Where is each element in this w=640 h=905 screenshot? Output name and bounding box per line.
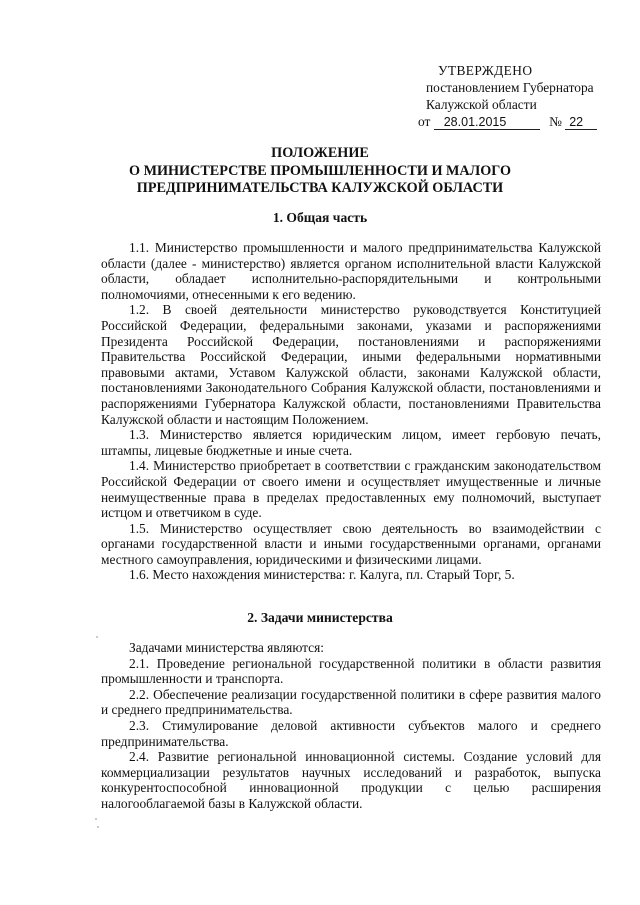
section-1-body: [101, 240, 601, 583]
scan-speck: [97, 826, 99, 828]
scan-speck: [95, 818, 97, 820]
section-2-heading: 2. Задачи министерства: [247, 610, 393, 625]
scan-speck: [96, 636, 98, 638]
approval-date: 28.01.2015: [434, 115, 540, 130]
document-title-line-2: О МИНИСТЕРСТВЕ ПРОМЫШЛЕННОСТИ И МАЛОГО: [129, 162, 511, 179]
document-title-line-1: ПОЛОЖЕНИЕ: [271, 145, 369, 161]
document-title-line-3: ПРЕДПРИНИМАТЕЛЬСТВА КАЛУЖСКОЙ ОБЛАСТИ: [136, 180, 504, 196]
paragraph-1-2: 1.2. В своей деятельности министерство руководствуется Конституцией Российской Федерации, федеральными законами, указами и распоряжениями Президента Российской Федерации, постановлениями и распоряжениями Правительства Российской Федерации, иными федеральными нормативными правовыми актами, Уставом Калужской области, законами Калужской области, постановлениями Законодательного Собрания Калужской области, постановлениями и распоряжениями Губернатора Калужской области, постановлениями Правительства Калужской области и настоящим Положением.: [101, 302, 601, 427]
paragraph-1-3: 1.3. Министерство является юридическим лицом, имеет гербовую печать, штампы, лицевые бюджетные и иные счета.: [101, 427, 601, 458]
section-2-body: [101, 640, 601, 812]
paragraph-1-5: 1.5. Министерство осуществляет свою деятельность во взаимодействии с органами государственной власти и иными государственными органами, органами местного самоуправления, юридическими и физическими лицами.: [101, 520, 601, 567]
approval-region-line: Калужской области: [426, 97, 537, 112]
approval-number: 22: [565, 115, 597, 130]
approval-date-row: [418, 113, 618, 130]
paragraph-2-intro: Задачами министерства являются:: [129, 640, 324, 655]
approval-from-label: от: [418, 114, 431, 129]
paragraph-1-1: 1.1. Министерство промышленности и малого предпринимательства Калужской области (далее - министерство) является органом исполнительной власти Калужской области, обладает исполнительно-распорядительными и контрольными полномочиями, отнесенными к его ведению.: [101, 240, 601, 302]
paragraph-1-4: 1.4. Министерство приобретает в соответствии с гражданским законодательством Российской Федерации от своего имени и осуществляет имущественные и личные неимущественные права в пределах предоставленных ему полномочий, выступает истцом и ответчиком в суде.: [101, 458, 601, 521]
approval-title: УТВЕРЖДЕНО: [438, 63, 533, 78]
paragraph-2-2: 2.2. Обеспечение реализации государственной политики в сфере развития малого и среднего предпринимательства.: [101, 686, 601, 718]
paragraph-2-4: 2.4. Развитие региональной инновационной системы. Создание условий для коммерциализации результатов научных исследований и разработок, выпуска конкурентоспособной инновационной продукции с целью расширения налогооблагаемой базы в Калужской области.: [101, 749, 601, 811]
approval-decree-line: постановлением Губернатора: [426, 80, 594, 95]
document-title: [0, 145, 640, 198]
paragraph-1-6: 1.6. Место нахождения министерства: г. Калуга, пл. Старый Торг, 5.: [129, 567, 515, 583]
section-1-heading: 1. Общая часть: [272, 210, 368, 225]
paragraph-2-3: 2.3. Стимулирование деловой активности субъектов малого и среднего предпринимательства.: [101, 717, 601, 749]
approval-stamp: [418, 62, 618, 130]
paragraph-2-1: 2.1. Проведение региональной государственной политики в области развития промышленности и транспорта.: [101, 655, 601, 687]
approval-number-label: №: [549, 114, 562, 129]
